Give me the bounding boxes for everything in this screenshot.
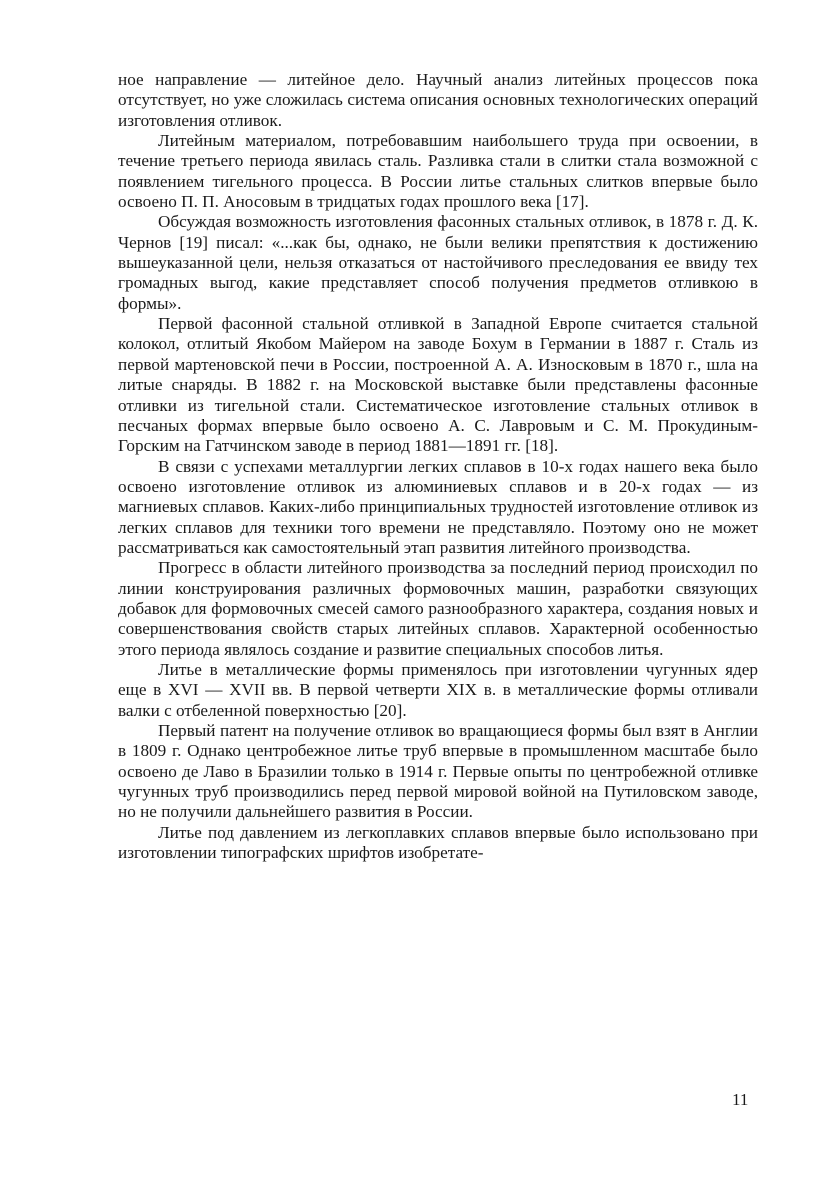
paragraph: Литье в металлические формы применялось при изготовлении чугунных ядер еще в XVI — XVII вв. В первой четверти XIX в. в металлические формы отливали валки с отбеленной поверхностью [20]. xyxy=(118,659,758,720)
paragraph: Литье под давлением из легкоплавких сплавов впервые было использовано при изготовлении типографских шрифтов изобретате- xyxy=(118,822,758,863)
paragraph: Первой фасонной стальной отливкой в Западной Европе считается стальной колокол, отлитый Якобом Майером на заводе Бохум в Германии в 1887 г. Сталь из первой мартеновской печи в России, построенной А. А. Износковым в 1870 г., шла на литые снаряды. В 1882 г. на Московской выставке были представлены фасонные отливки из тигельной стали. Систематическое изготовление стальных отливок в песчаных формах впервые было освоено А. С. Лавровым и С. М. Прокудиным-Горским на Гатчинском заводе в период 1881—1891 гг. [18]. xyxy=(118,314,758,456)
paragraph: Обсуждая возможность изготовления фасонных стальных отливок, в 1878 г. Д. К. Чернов [19] писал: «...как бы, однако, не были велики препятствия к достижению вышеуказанной цели, нельзя отказаться от настойчивого преследования ее ввиду тех громадных выгод, какие представляет способ получения предметов отливкою в формы». xyxy=(118,212,758,313)
paragraph: В связи с успехами металлургии легких сплавов в 10-х годах нашего века было освоено изготовление отливок из алюминиевых сплавов и в 20-х годах — из магниевых сплавов. Каких-либо принципиальных трудностей изготовление отливок из легких сплавов для техники того времени не представляло. Поэтому оно не может рассматриваться как самостоятельный этап развития литейного производства. xyxy=(118,456,758,557)
paragraph: Литейным материалом, потребовавшим наибольшего труда при освоении, в течение третьего периода явилась сталь. Разливка стали в слитки стала возможной с появлением тигельного процесса. В России литье стальных слитков впервые было освоено П. П. Аносовым в тридцатых годах прошлого века [17]. xyxy=(118,131,758,212)
paragraph: ное направление — литейное дело. Научный анализ литейных процессов пока отсутствует, но уже сложилась система описания основных технологических операций изготовления отливок. xyxy=(118,70,758,130)
page-number: 11 xyxy=(732,1090,749,1109)
paragraph: Первый патент на получение отливок во вращающиеся формы был взят в Англии в 1809 г. Однако центробежное литье труб впервые в промышленном масштабе было освоено де Лаво в Бразилии только в 1914 г. Первые опыты по центробежной отливке чугунных труб производились перед первой мировой войной на Путиловском заводе, но не получили дальнейшего развития в России. xyxy=(118,721,758,822)
paragraph: Прогресс в области литейного производства за последний период происходил по линии конструирования различных формовочных машин, разработки связующих добавок для формовочных смесей самого разнообразного характера, создания новых и совершенствования свойств старых литейных сплавов. Характерной особенностью этого периода являлось создание и развитие специальных способов литья. xyxy=(118,558,758,659)
page-text-column xyxy=(118,70,758,863)
